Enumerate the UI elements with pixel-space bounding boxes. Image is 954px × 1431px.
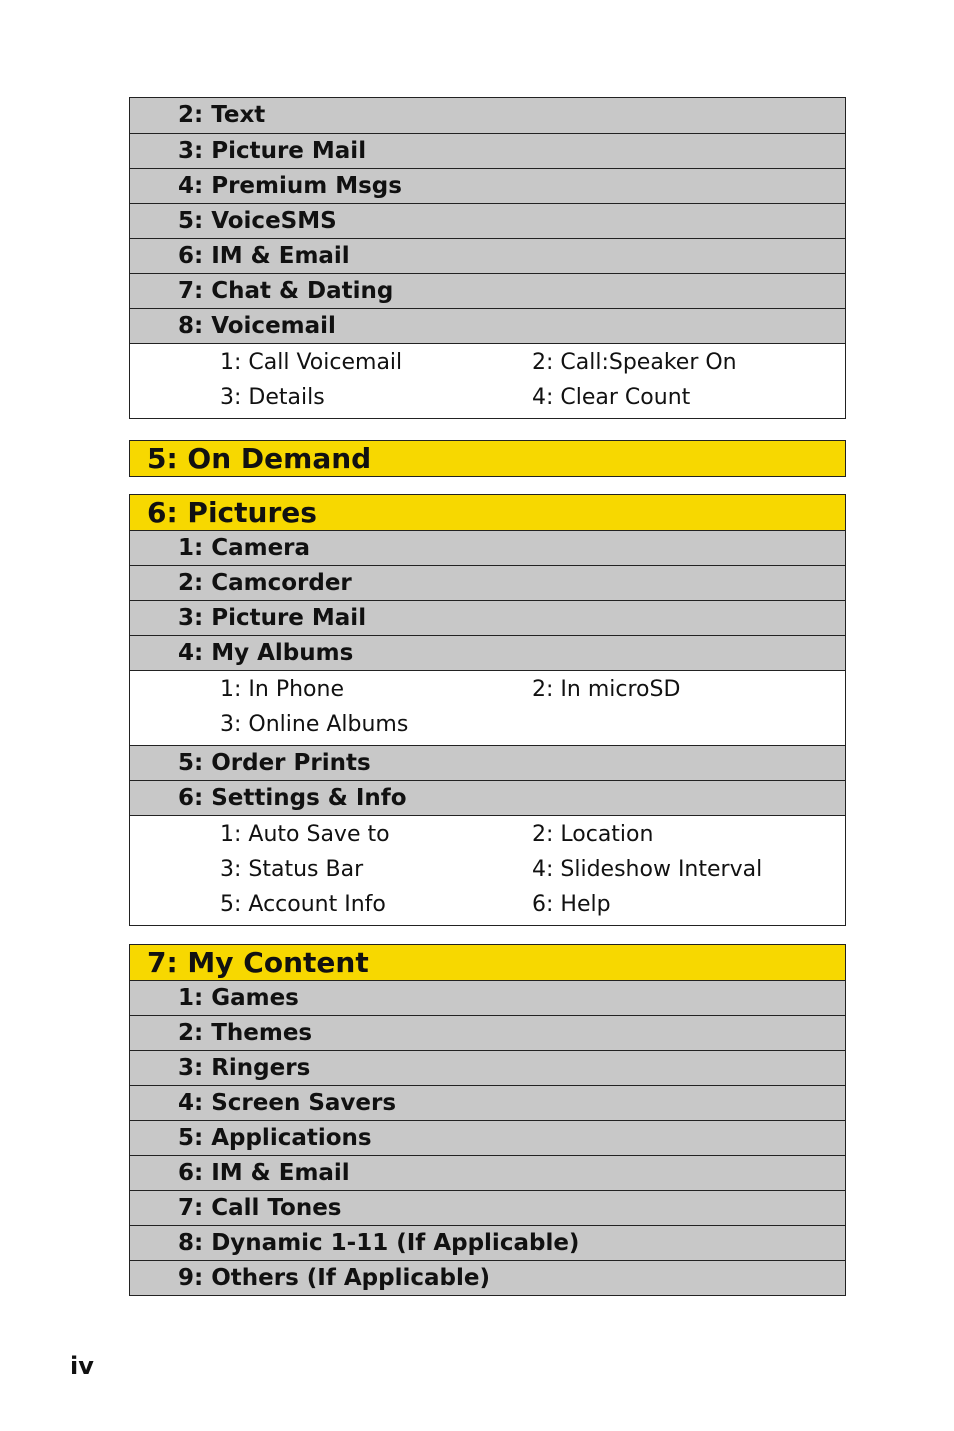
menu-item-voicesms: 5: VoiceSMS <box>130 203 845 238</box>
menu-item-themes: 2: Themes <box>130 1015 845 1050</box>
menu-item-dynamic: 8: Dynamic 1-11 (If Applicable) <box>130 1225 845 1260</box>
menu-item-screen-savers: 4: Screen Savers <box>130 1085 845 1120</box>
submenu-item: 3: Status Bar <box>220 857 364 882</box>
submenu-item: 1: Call Voicemail <box>220 350 403 375</box>
on-demand-section <box>129 440 846 477</box>
submenu-item: 3: Details <box>220 385 325 410</box>
menu-item-camcorder: 2: Camcorder <box>130 565 845 600</box>
submenu-line <box>130 707 845 742</box>
my-content-section <box>129 944 846 1296</box>
menu-item-others: 9: Others (If Applicable) <box>130 1260 845 1295</box>
submenu-line <box>130 345 845 380</box>
menu-item-text: 2: Text <box>130 98 845 133</box>
submenu-line <box>130 817 845 852</box>
submenu-line <box>130 887 845 922</box>
menu-item-premium-msgs: 4: Premium Msgs <box>130 168 845 203</box>
menu-item-voicemail: 8: Voicemail <box>130 308 845 343</box>
menu-item-ringers: 3: Ringers <box>130 1050 845 1085</box>
section-header-my-content: 7: My Content <box>130 945 845 980</box>
submenu-item: 4: Clear Count <box>532 385 691 410</box>
menu-item-order-prints: 5: Order Prints <box>130 745 845 780</box>
menu-item-applications: 5: Applications <box>130 1120 845 1155</box>
settings-info-submenu <box>130 815 845 925</box>
menu-item-im-email: 6: IM & Email <box>130 1155 845 1190</box>
submenu-item: 1: Auto Save to <box>220 822 390 847</box>
menu-item-my-albums: 4: My Albums <box>130 635 845 670</box>
submenu-item: 2: Location <box>532 822 654 847</box>
menu-item-games: 1: Games <box>130 980 845 1015</box>
menu-item-picture-mail: 3: Picture Mail <box>130 133 845 168</box>
submenu-item: 6: Help <box>532 892 611 917</box>
submenu-item: 1: In Phone <box>220 677 344 702</box>
menu-item-settings-info: 6: Settings & Info <box>130 780 845 815</box>
menu-item-im-email: 6: IM & Email <box>130 238 845 273</box>
section-header-pictures: 6: Pictures <box>130 495 845 530</box>
section-header-on-demand: 5: On Demand <box>130 441 845 476</box>
submenu-item: 2: Call:Speaker On <box>532 350 737 375</box>
voicemail-submenu <box>130 343 845 418</box>
pictures-section <box>129 494 846 926</box>
submenu-item: 3: Online Albums <box>220 712 409 737</box>
submenu-item: 4: Slideshow Interval <box>532 857 763 882</box>
submenu-item: 5: Account Info <box>220 892 386 917</box>
messaging-menu-block <box>129 97 846 419</box>
submenu-line <box>130 852 845 887</box>
my-albums-submenu <box>130 670 845 745</box>
submenu-line <box>130 672 845 707</box>
menu-item-chat-dating: 7: Chat & Dating <box>130 273 845 308</box>
submenu-line <box>130 380 845 415</box>
menu-item-picture-mail: 3: Picture Mail <box>130 600 845 635</box>
submenu-item: 2: In microSD <box>532 677 681 702</box>
page-number: iv <box>70 1352 94 1380</box>
menu-item-call-tones: 7: Call Tones <box>130 1190 845 1225</box>
menu-item-camera: 1: Camera <box>130 530 845 565</box>
